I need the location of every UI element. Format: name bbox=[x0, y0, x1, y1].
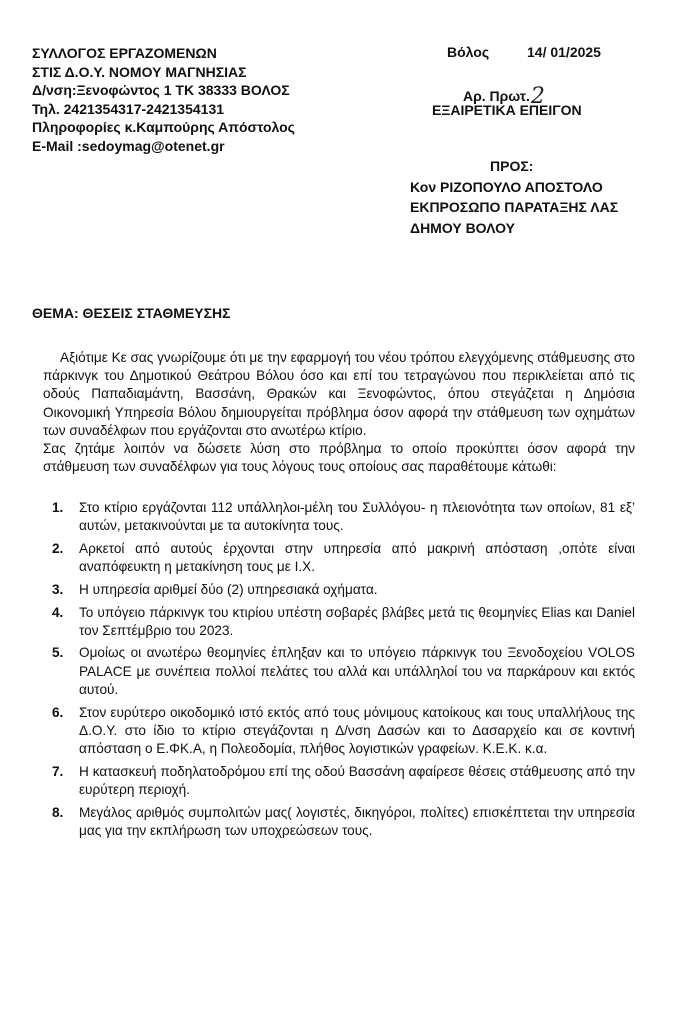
protocol-label: Αρ. Πρωτ. bbox=[463, 88, 530, 104]
item-text: Αρκετοί από αυτούς έρχονται στην υπηρεσία από μακρινή απόσταση ,οπότε είναι αναπόφευκτη η μετακίνηση τους με Ι.Χ. bbox=[79, 540, 635, 575]
sender-contact-person: Πληροφορίες κ.Καμπούρης Απόστολος bbox=[32, 119, 295, 135]
date: 14/ 01/2025 bbox=[527, 44, 601, 60]
reasons-list bbox=[52, 499, 635, 844]
item-number: 5. bbox=[52, 645, 64, 661]
recipient-name: Κον ΡΙΖΟΠΟΥΛΟ ΑΠΟΣΤΟΛΟ bbox=[410, 178, 603, 195]
subject-heading: ΘΕΜΑ: ΘΕΣΕΙΣ ΣΤΑΘΜΕΥΣΗΣ bbox=[32, 305, 231, 321]
item-number: 3. bbox=[52, 581, 64, 597]
urgency-label: ΕΞΑΙΡΕΤΙΚΑ ΕΠΕΙΓΟΝ bbox=[432, 102, 582, 118]
item-text: Στον ευρύτερο οικοδομικό ιστό εκτός από τους μόνιμους κατοίκους και τους υπαλλήλους της Δ.Ο.Υ. στο ίδιο το κτίριο στεγάζονται η Δ/νση Δασών και το Δασαρχείο και σε κοντινή απόσταση ο Ε.ΦΚ.Α, η Πολεοδομία, πλήθος λογιστικών γραφείων. Κ.Ε.Κ. κ.α. bbox=[79, 704, 635, 756]
item-number: 7. bbox=[52, 763, 64, 779]
item-number: 4. bbox=[52, 604, 64, 620]
item-number: 1. bbox=[52, 500, 64, 515]
body-paragraph: Αξιότιμε Κε σας γνωρίζουμε ότι με την εφαρμογή του νέου τρόπου ελεγχόμενης στάθμευσης στο πάρκινγκ του Δημοτικού Θεάτρου Βόλου όσο και επί του τετραγώνου που περικλείεται από τις οδούς Παπαδιαμάντη, Βασσάνη, Θρακών και Ξενοφώντος, όπου στεγάζεται η Δημόσια Οικονομική Υπηρεσία Βόλου δημιουργείται πρόβλημα όσον αφορά την στάθμευση των οχημάτων των συναδέλφων που εργάζονται στο ανωτέρω κτίριο. bbox=[43, 350, 635, 438]
recipient-block bbox=[410, 156, 618, 238]
list-item bbox=[52, 804, 635, 840]
item-number: 2. bbox=[52, 540, 64, 556]
item-text: Η υπηρεσία αριθμεί δύο (2) υπηρεσιακά οχήματα. bbox=[79, 581, 378, 597]
item-number: 8. bbox=[52, 804, 64, 820]
list-item bbox=[52, 644, 635, 699]
recipient-role: ΕΚΠΡΟΣΩΠΟ ΠΑΡΑΤΑΞΗΣ ΛΑΣ bbox=[410, 199, 619, 215]
sender-address: Δ/νση:Ξενοφώντος 1 ΤΚ 38333 ΒΟΛΟΣ bbox=[32, 82, 290, 98]
sender-phone: Τηλ. 2421354317-2421354131 bbox=[32, 100, 225, 117]
sender-name: ΣΥΛΛΟΓΟΣ ΕΡΓΑΖΟΜΕΝΩΝ bbox=[32, 45, 217, 61]
item-text: Μεγάλος αριθμός συμπολιτών μας( λογιστές, δικηγόροι, πολίτες) επισκέπτεται την υπηρεσία μας για την εκπλήρωση των υποχρεώσεων τους. bbox=[79, 804, 635, 838]
item-text: Η κατασκευή ποδηλατοδρόμου επί της οδού Βασσάνη αφαίρεσε θέσεις στάθμευσης από την ευρύτερη περιοχή. bbox=[79, 763, 635, 797]
list-item bbox=[52, 581, 635, 599]
list-item bbox=[52, 704, 635, 759]
list-item bbox=[52, 604, 635, 640]
list-item bbox=[52, 540, 635, 576]
list-item bbox=[52, 499, 635, 535]
item-number: 6. bbox=[52, 704, 64, 720]
sender-scope: ΣΤΙΣ Δ.Ο.Υ. ΝΟΜΟΥ ΜΑΓΝΗΣΙΑΣ bbox=[32, 63, 247, 80]
sender-block bbox=[32, 44, 295, 155]
item-text: Το υπόγειο πάρκινγκ του κτιρίου υπέστη σοβαρές βλάβες μετά τις θεομηνίες Elias και Daniel τον Σεπτέμβριο του 2023. bbox=[79, 604, 635, 638]
recipient-organization: ΔΗΜΟΥ ΒΟΛΟΥ bbox=[410, 219, 515, 236]
place-date bbox=[447, 44, 601, 60]
place: Βόλος bbox=[447, 44, 490, 60]
sender-email: E-Mail :sedoymag@otenet.gr bbox=[32, 137, 225, 154]
to-label: ΠΡΟΣ: bbox=[490, 158, 534, 174]
item-text: Ομοίως οι ανωτέρω θεομηνίες έπληξαν και το υπόγειο πάρκινγκ του Ξενοδοχείου VOLOS PALACE με συνέπεια πολλοί πελάτες του αλλά και υπάλληλοί του να παρκάρουν και εκτός αυτού. bbox=[79, 645, 635, 697]
list-item bbox=[52, 763, 635, 799]
item-text: Στο κτίριο εργάζονται 112 υπάλληλοι-μέλη του Συλλόγου- η πλειονότητα των οποίων, 81 εξ’ αυτών, μετακινούνται με τα αυτοκίνητα τους. bbox=[79, 500, 635, 534]
protocol-number-handwritten: 2 bbox=[530, 84, 545, 109]
letter-body bbox=[43, 349, 635, 476]
body-paragraph: Σας ζητάμε λοιπόν να δώσετε λύση στο πρόβλημα το οποίο προκύπτει όσον αφορά την στάθμευση των συναδέλφων για τους λόγους τους οποίους σας παραθέτουμε κάτωθι: bbox=[43, 441, 635, 475]
